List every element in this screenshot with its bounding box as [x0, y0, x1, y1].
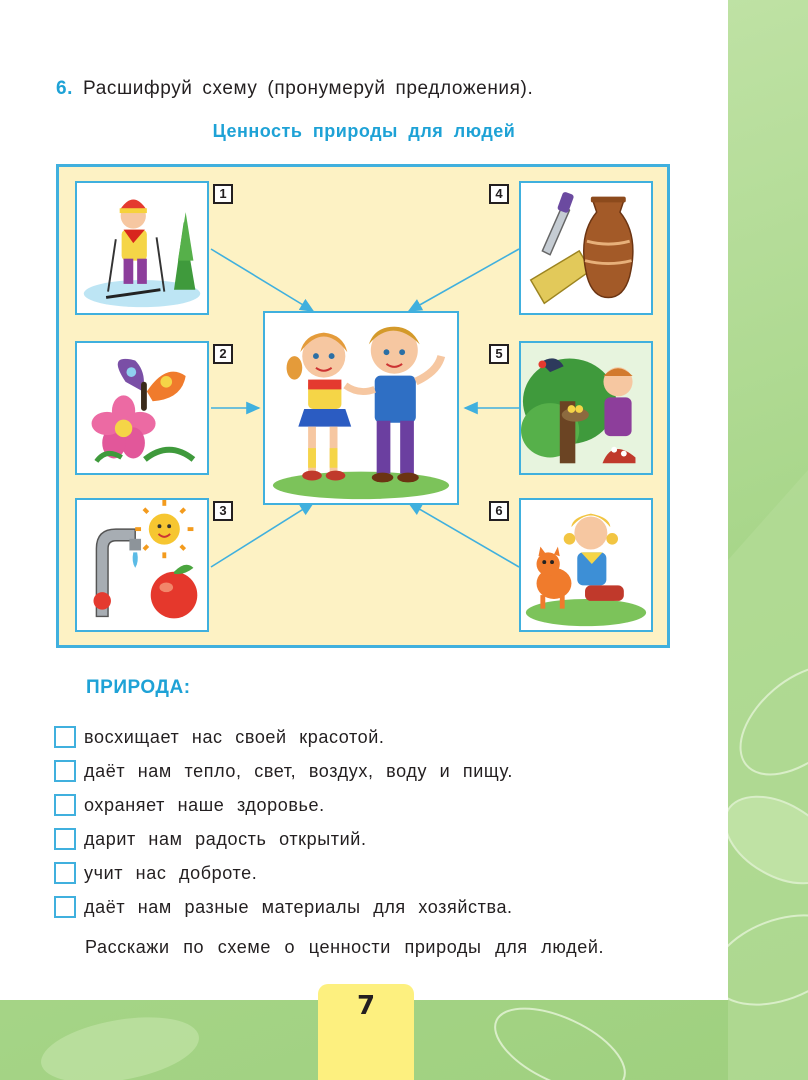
picture-5	[519, 341, 653, 475]
picture-number-1: 1	[213, 184, 233, 204]
scheme-diagram	[56, 164, 670, 648]
picture-1	[75, 181, 209, 315]
picture-number-5: 5	[489, 344, 509, 364]
option-text: дарит нам радость открытий.	[84, 828, 367, 849]
picture-number-3: 3	[213, 501, 233, 521]
option-checkbox-2[interactable]	[54, 760, 76, 782]
skier-boy-icon	[77, 183, 207, 313]
option-row	[54, 822, 513, 856]
option-text: даёт нам разные материалы для хозяйства.	[84, 896, 513, 917]
task-statement	[56, 78, 533, 100]
butterfly-flower-icon	[77, 343, 207, 473]
knife-jug-wood-icon	[521, 183, 651, 313]
picture-number-2: 2	[213, 344, 233, 364]
picture-center	[263, 311, 459, 505]
option-row	[54, 856, 513, 890]
option-text: учит нас доброте.	[84, 862, 258, 883]
picture-3	[75, 498, 209, 632]
picture-number-6: 6	[489, 501, 509, 521]
option-row	[54, 720, 513, 754]
task-text: Расшифруй схему (пронумеруй предложения).	[83, 78, 534, 99]
option-checkbox-6[interactable]	[54, 896, 76, 918]
footer-instruction: Расскажи по схеме о ценности природы для людей.	[85, 937, 605, 957]
option-checkbox-1[interactable]	[54, 726, 76, 748]
tap-sun-apple-icon	[77, 500, 207, 630]
girl-with-cat-icon	[521, 500, 651, 630]
task-number: 6.	[56, 78, 74, 99]
children-walking-icon	[265, 313, 457, 503]
option-checkbox-4[interactable]	[54, 828, 76, 850]
option-row	[54, 788, 513, 822]
option-row	[54, 754, 513, 788]
option-text: восхищает нас своей красотой.	[84, 726, 385, 747]
option-row	[54, 890, 513, 924]
option-checkbox-5[interactable]	[54, 862, 76, 884]
answer-options	[54, 720, 513, 924]
page-number: 7	[318, 984, 414, 1080]
picture-4	[519, 181, 653, 315]
picture-number-4: 4	[489, 184, 509, 204]
picture-2	[75, 341, 209, 475]
scheme-title: Ценность природы для людей	[212, 121, 516, 141]
section-label: ПРИРОДА:	[86, 677, 191, 698]
picture-6	[519, 498, 653, 632]
option-text: даёт нам тепло, свет, воздух, воду и пищу.	[84, 760, 513, 781]
forest-bird-boy-icon	[521, 343, 651, 473]
option-checkbox-3[interactable]	[54, 794, 76, 816]
option-text: охраняет наше здоровье.	[84, 794, 325, 815]
